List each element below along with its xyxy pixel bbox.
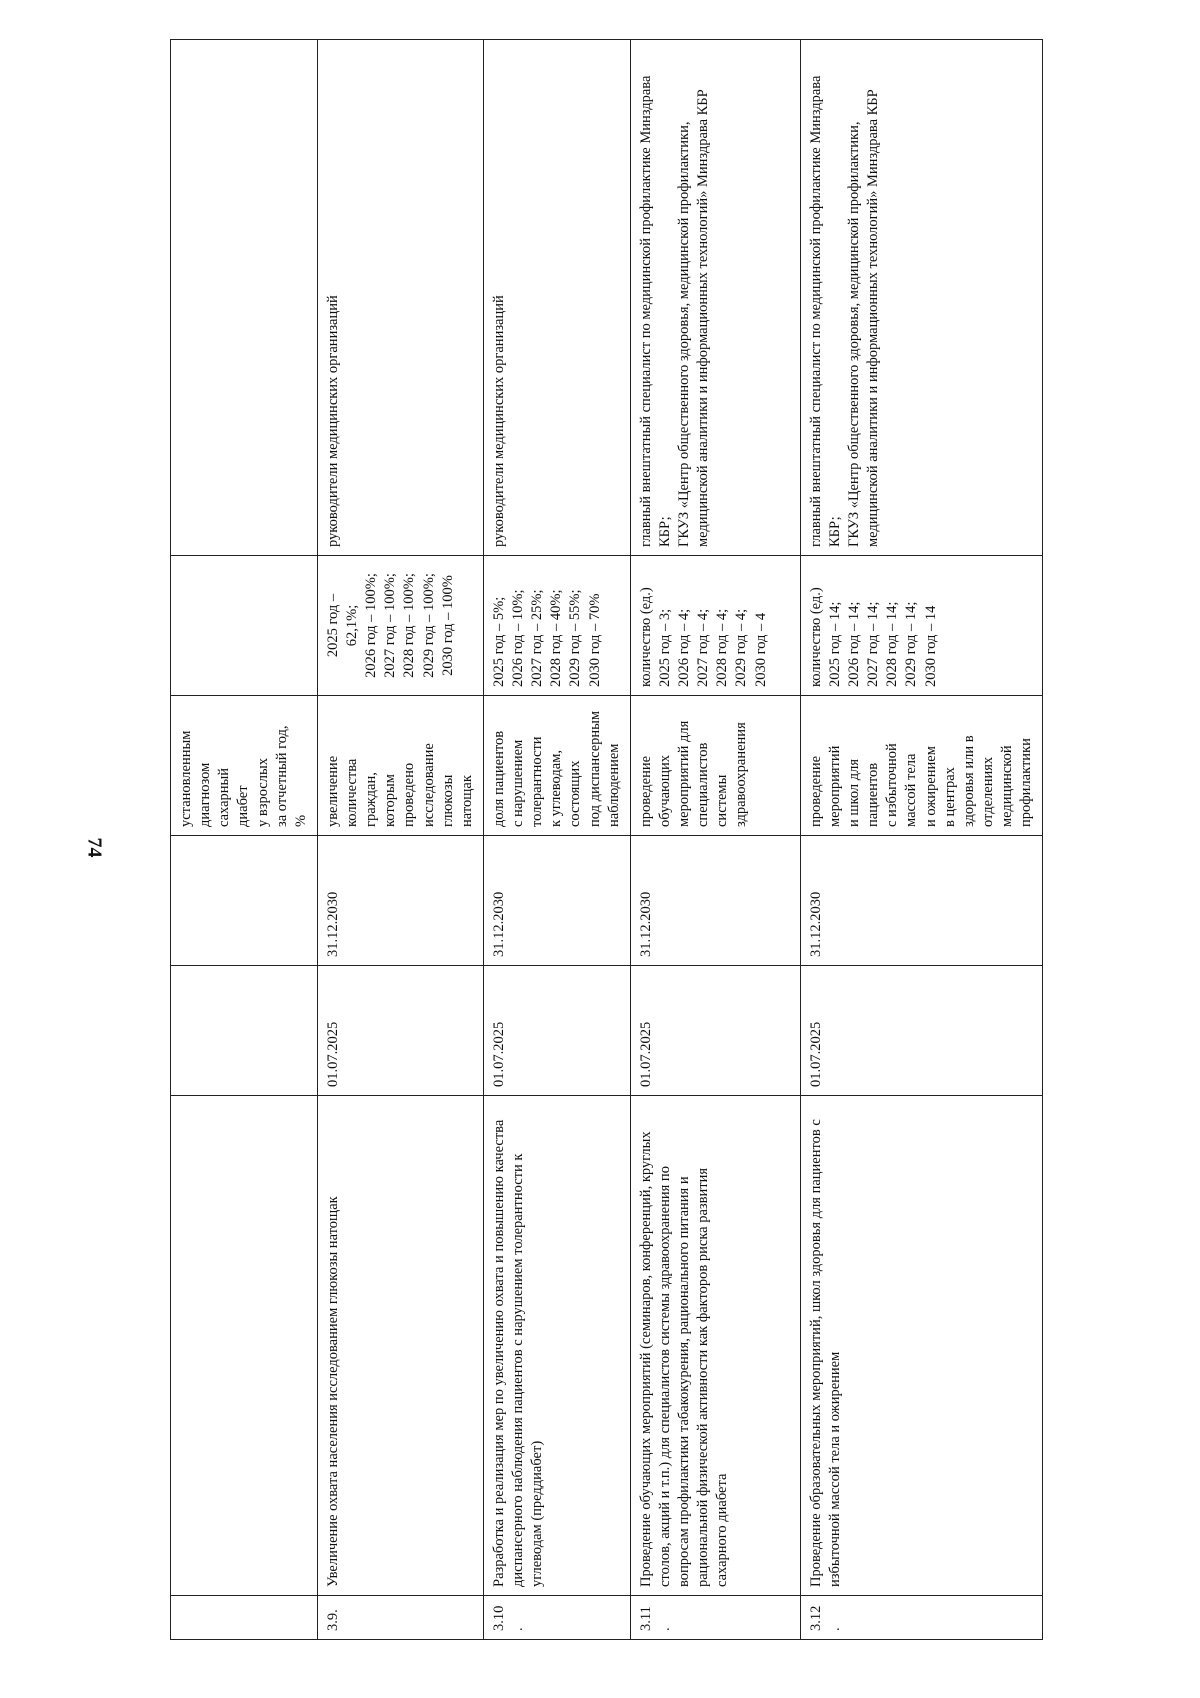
- rotated-table-wrapper: [170, 40, 1035, 1640]
- cell-values: количество (ед.) 2025 год – 14; 2026 год – 14; 2027 год – 14; 2028 год – 14; 2029 год – 14; 2030 год – 14: [800, 556, 1043, 696]
- cell-end-date: 31.12.2030: [483, 836, 630, 966]
- cell-measure: Увеличение охвата населения исследованием глюкозы натощак: [317, 1096, 483, 1596]
- table-row: [630, 40, 800, 1640]
- table-row: [483, 40, 630, 1640]
- cell-indicator: доля пациентов с нарушением толерантности к углеводам, состоящих под диспансерным наблюдением: [483, 696, 630, 836]
- cell-number: 3.11.: [630, 1596, 800, 1640]
- cell-start-date: 01.07.2025: [800, 966, 1043, 1096]
- table-row: [317, 40, 483, 1640]
- cell-start-date: 01.07.2025: [317, 966, 483, 1096]
- cell-responsible: главный внештатный специалист по медицинской профилактике Минздрава КБР; ГКУЗ «Центр общественного здоровья, медицинской профилактики, медицинской аналитики и информационных технологий» Минздрава КБР: [800, 40, 1043, 556]
- cell-indicator: установленным диагнозом сахарный диабет у взрослых за отчетный год, %: [171, 696, 318, 836]
- cell-number: 3.9.: [317, 1596, 483, 1640]
- cell-indicator: проведение мероприятий и школ для пациентов с избыточной массой тела и ожирением в центрах здоровья или в отделениях медицинской профилактики: [800, 696, 1043, 836]
- cell-end-date: [171, 836, 318, 966]
- cell-responsible: руководители медицинских организаций: [317, 40, 483, 556]
- cell-end-date: 31.12.2030: [630, 836, 800, 966]
- cell-responsible: руководители медицинских организаций: [483, 40, 630, 556]
- cell-indicator: увеличение количества граждан, которым проведено исследование глюкозы натощак: [317, 696, 483, 836]
- cell-responsible: главный внештатный специалист по медицинской профилактике Минздрава КБР; ГКУЗ «Центр общественного здоровья, медицинской профилактики, медицинской аналитики и информационных технологий» Минздрава КБР: [630, 40, 800, 556]
- cell-responsible: [171, 40, 318, 556]
- cell-end-date: 31.12.2030: [800, 836, 1043, 966]
- cell-measure: Проведение образовательных мероприятий, школ здоровья для пациентов с избыточной массой тела и ожирением: [800, 1096, 1043, 1596]
- cell-measure: [171, 1096, 318, 1596]
- cell-number: 3.10.: [483, 1596, 630, 1640]
- cell-start-date: [171, 966, 318, 1096]
- cell-number: [171, 1596, 318, 1640]
- cell-values: [171, 556, 318, 696]
- table-row: [171, 40, 318, 1640]
- page-number: 74: [83, 837, 106, 858]
- table-row: [800, 40, 1043, 1640]
- cell-start-date: 01.07.2025: [630, 966, 800, 1096]
- cell-start-date: 01.07.2025: [483, 966, 630, 1096]
- cell-number: 3.12.: [800, 1596, 1043, 1640]
- cell-values: 2025 год – 62,1%; 2026 год – 100%; 2027 год – 100%; 2028 год – 100%; 2029 год – 100%; 2030 год – 100%: [317, 556, 483, 696]
- cell-measure: Проведение обучающих мероприятий (семинаров, конференций, круглых столов, акций и т.п.) для специалистов системы здравоохранения по вопросам профилактики табакокурения, рационального питания и рациональной физической активности как факторов риска развития сахарного диабета: [630, 1096, 800, 1596]
- cell-indicator: проведение обучающих мероприятий для специалистов системы здравоохранения: [630, 696, 800, 836]
- cell-measure: Разработка и реализация мер по увеличению охвата и повышению качества диспансерного наблюдения пациентов с нарушением толерантности к углеводам (преддиабет): [483, 1096, 630, 1596]
- cell-end-date: 31.12.2030: [317, 836, 483, 966]
- measures-table: [170, 39, 1043, 1640]
- cell-values: 2025 год – 5%; 2026 год – 10%; 2027 год – 25%; 2028 год – 40%; 2029 год – 55%; 2030 год – 70%: [483, 556, 630, 696]
- cell-values: количество (ед.) 2025 год – 3; 2026 год – 4; 2027 год – 4; 2028 год – 4; 2029 год – 4; 2030 год – 4: [630, 556, 800, 696]
